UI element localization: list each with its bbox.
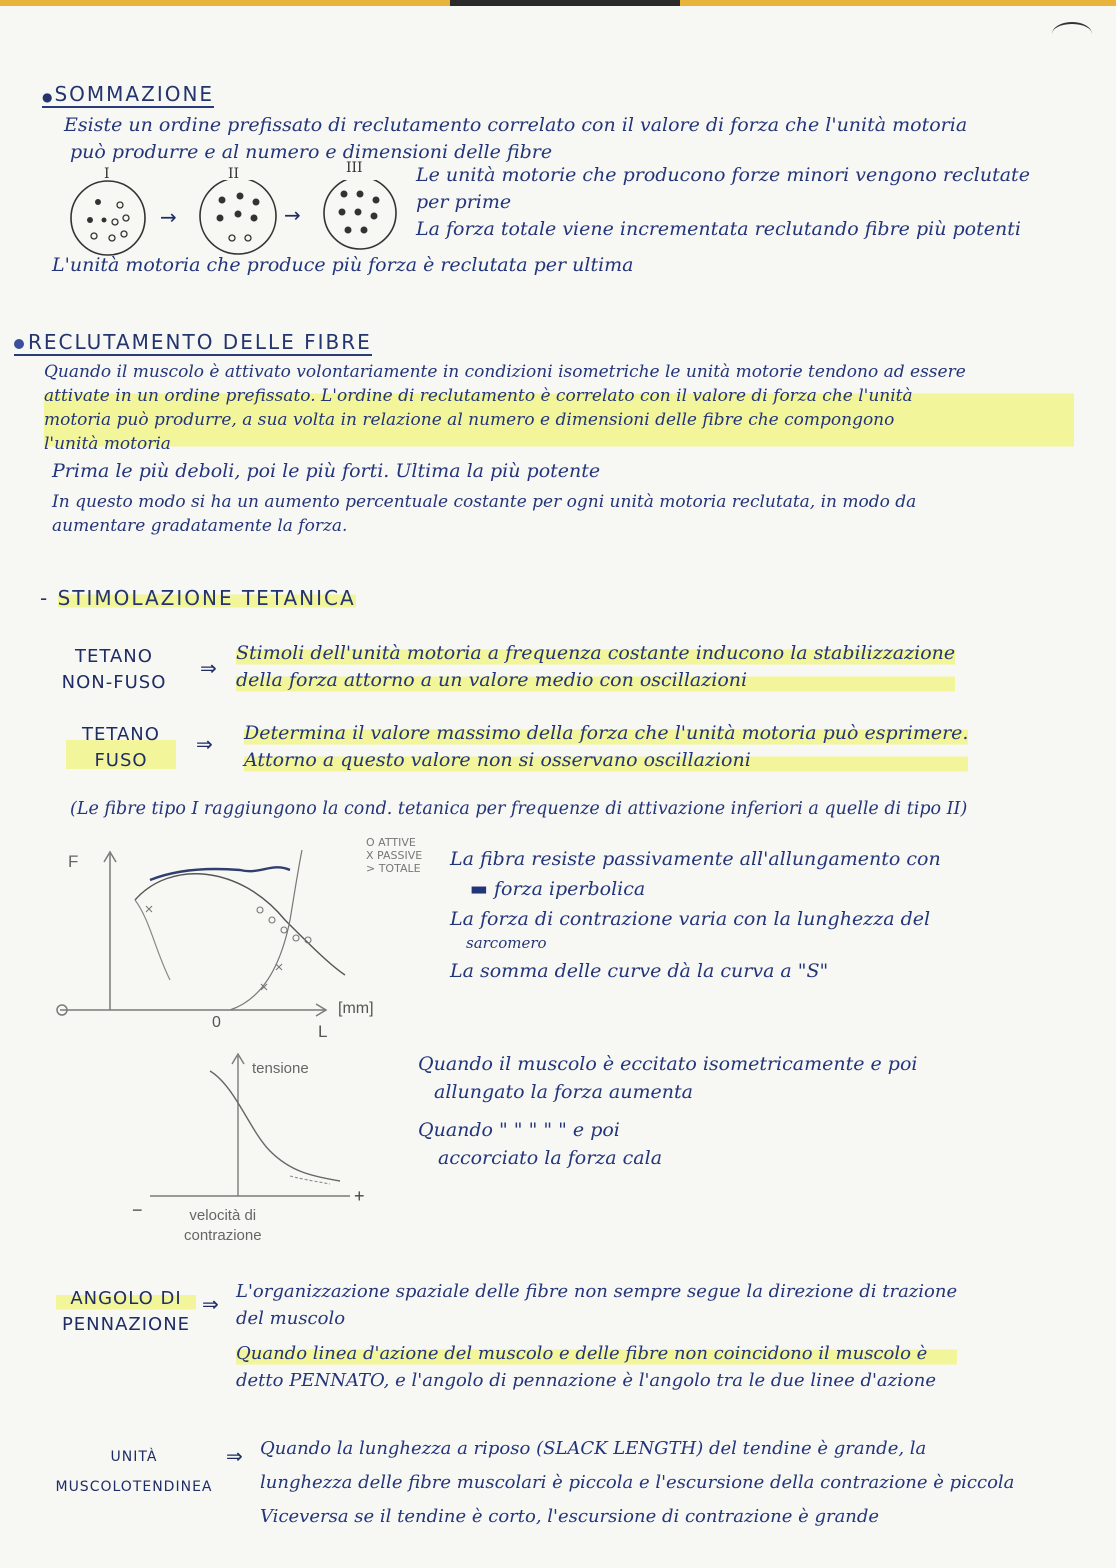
label-line: NON-FUSO (61, 672, 167, 693)
graph-legend (366, 836, 422, 875)
unit-label-1: I (104, 166, 110, 182)
reclutamento-note (52, 490, 916, 538)
text-line: Quando linea d'azione del muscolo e delle fibre non coincidono il muscolo è (236, 1340, 957, 1367)
label-line: PENNAZIONE (61, 1314, 191, 1335)
graph2-notes (418, 1050, 917, 1172)
stimolazione-title: - STIMOLAZIONE TETANICA (40, 586, 356, 610)
note-line: ▬ forza iperbolica (470, 878, 646, 900)
side-note: Le unità motorie che producono forze minori vengono reclutate (416, 164, 1030, 186)
reclutamento-title: RECLUTAMENTO DELLE FIBRE (14, 330, 372, 356)
tetano-non-fuso-text (236, 640, 955, 694)
page-top-edge (0, 0, 1116, 6)
note-line: In questo modo si ha un aumento percentuale costante per ogni unità motoria reclutata, in modo da (52, 492, 917, 512)
reclutamento-order: Prima le più deboli, poi le più forti. Ultima la più potente (52, 460, 601, 482)
arrow-icon: → (160, 205, 177, 229)
unit-label-3: III (346, 160, 363, 176)
reclutamento-line: Quando il muscolo è attivato volontariamente in condizioni isometriche le unità motorie tendono ad essere (44, 362, 966, 382)
note-line: La forza di contrazione varia con la lunghezza del (450, 908, 931, 930)
note-line: Quando il muscolo è eccitato isometricamente e poi (418, 1053, 918, 1075)
sommazione-line: può produrre e al numero e dimensioni delle fibre (70, 141, 553, 163)
sommazione-closing: L'unità motoria che produce più forza è reclutata per ultima (52, 254, 634, 276)
sommazione-side-notes (416, 162, 1030, 243)
note-line: La somma delle curve dà la curva a "S" (450, 960, 829, 982)
legend-item: > TOTALE (366, 862, 421, 875)
tetano-non-fuso-label (44, 644, 184, 696)
zero-label: 0 (212, 1014, 221, 1031)
tetano-fuso-text (244, 720, 968, 774)
label-line: UNITÀ (110, 1449, 158, 1465)
unita-label (44, 1442, 224, 1502)
label-line: MUSCOLOTENDINEA (55, 1479, 213, 1495)
note-line: Quando " " " " " e poi (418, 1119, 620, 1141)
label-line: velocità di (189, 1207, 257, 1224)
arrow-icon: → (284, 203, 301, 227)
reclutamento-line: motoria può produrre, a sua volta in relazione al numero e dimensioni delle fibre che compongono (44, 410, 895, 430)
scribble-icon: ▬ (470, 878, 494, 900)
tetano-fuso-label (66, 722, 176, 774)
label-line: TETANO (75, 646, 153, 667)
x-axis-label: L (318, 1022, 328, 1041)
unit-label-2: II (228, 166, 240, 182)
unita-text (260, 1432, 1014, 1534)
implies-arrow-icon: ⇒ (200, 656, 217, 680)
graph1-notes (450, 844, 941, 986)
text-line: del muscolo (236, 1308, 346, 1329)
motor-units-diagram (60, 180, 420, 260)
legend-item: O ATTIVE (366, 836, 416, 849)
unit-label: [mm] (338, 1000, 374, 1017)
text-line: Attorno a questo valore non si osservano oscillazioni (244, 747, 968, 774)
reclutamento-line: l'unità motoria (44, 434, 171, 454)
side-note: La forza totale viene incrementata reclutando fibre più potenti (416, 218, 1021, 240)
label-line: FUSO (94, 750, 148, 771)
velocity-label (184, 1206, 262, 1246)
label-line: TETANO (82, 724, 160, 745)
note-line: sarcomero (466, 934, 547, 952)
label-line: contrazione (184, 1227, 262, 1244)
legend-item: X PASSIVE (366, 849, 423, 862)
reclutamento-line: attivate in un ordine prefissato. L'ordine di reclutamento è correlato con il valore di forza che l'unità (44, 386, 913, 406)
minus-label: − (132, 1200, 143, 1220)
angolo-label (56, 1286, 196, 1338)
tension-label: tensione (252, 1060, 309, 1077)
text-line: Stimoli dell'unità motoria a frequenza costante inducono la stabilizzazione (236, 640, 955, 667)
side-note: per prime (416, 191, 512, 213)
text-line: della forza attorno a un valore medio con oscillazioni (236, 667, 955, 694)
text-line: detto PENNATO, e l'angolo di pennazione è l'angolo tra le due linee d'azione (236, 1370, 936, 1391)
text-line: Viceversa se il tendine è corto, l'escursione di contrazione è grande (260, 1506, 880, 1527)
implies-arrow-icon: ⇒ (196, 732, 213, 756)
label-line: ANGOLO DI (56, 1286, 196, 1312)
note-line: aumentare gradatamente la forza. (52, 516, 348, 536)
text-line: L'organizzazione spaziale delle fibre non sempre segue la direzione di trazione (236, 1281, 958, 1302)
reclutamento-text (44, 360, 1074, 456)
text-line: Determina il valore massimo della forza che l'unità motoria può esprimere. (244, 720, 968, 747)
implies-arrow-icon: ⇒ (226, 1444, 243, 1468)
fibre-type-note: (Le fibre tipo I raggiungono la cond. tetanica per frequenze di attivazione inferiori a quelle di tipo II) (70, 799, 968, 819)
bullet-icon (14, 339, 24, 349)
angolo-text (236, 1278, 957, 1394)
note-line: allungato la forza aumenta (434, 1081, 693, 1103)
sommazione-text (64, 112, 967, 166)
y-axis-label: F (68, 852, 79, 871)
sommazione-line: Esiste un ordine prefissato di reclutamento correlato con il valore di forza che l'unità motoria (64, 114, 968, 136)
plus-label: + (354, 1186, 365, 1206)
text-line: Quando la lunghezza a riposo (SLACK LENGTH) del tendine è grande, la (260, 1438, 927, 1459)
text-line: lunghezza delle fibre muscolari è piccola e l'escursione della contrazione è piccola (260, 1472, 1015, 1493)
page-number-mark (1052, 22, 1092, 46)
note-line: La fibra resiste passivamente all'allungamento con (450, 848, 941, 870)
sommazione-title: ●SOMMAZIONE (42, 82, 215, 106)
implies-arrow-icon: ⇒ (202, 1292, 219, 1316)
note-line: accorciato la forza cala (438, 1147, 663, 1169)
